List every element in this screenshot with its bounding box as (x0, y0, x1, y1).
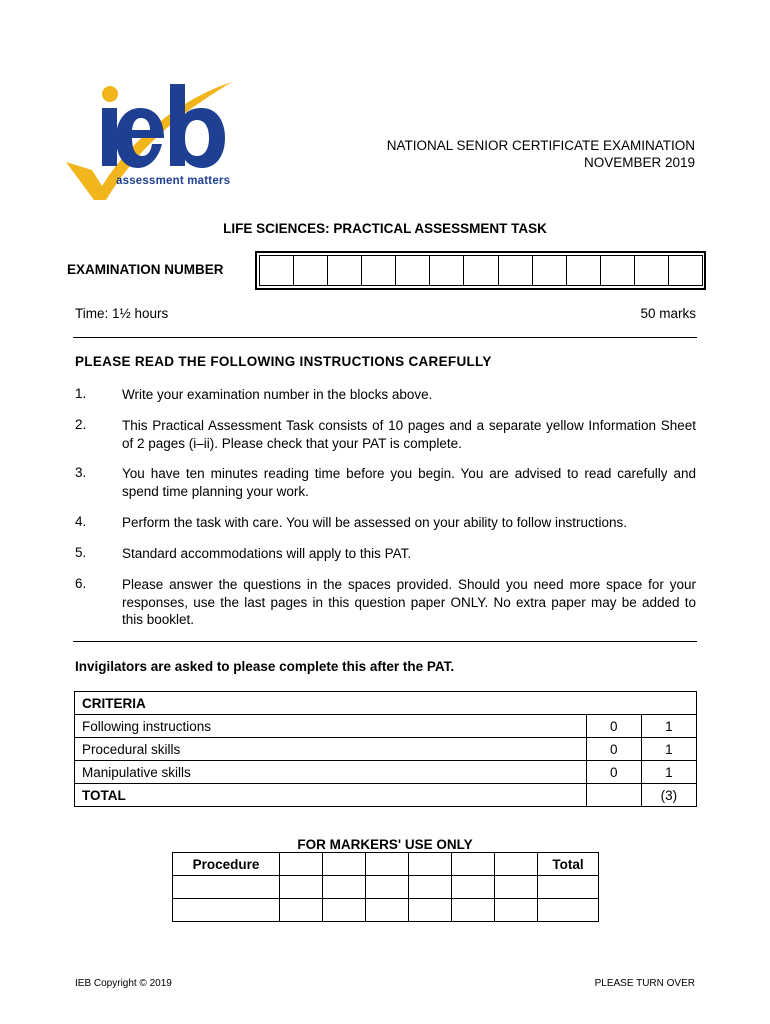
exam-number-label: EXAMINATION NUMBER (67, 262, 224, 277)
instruction-number: 5. (75, 545, 87, 560)
marker-cell[interactable] (366, 899, 409, 922)
table-row (75, 784, 697, 807)
invigilator-note: Invigilators are asked to please complete this after the PAT. (75, 659, 455, 674)
instruction-text: Standard accommodations will apply to this PAT. (122, 546, 412, 561)
marker-cell[interactable] (495, 853, 538, 876)
instruction-text: This Practical Assessment Task consists of 10 pages and a separate yellow Information Sheet of 2 pages (i–ii). Please check that your PAT is complete. (122, 418, 696, 451)
total-marks: 50 marks (640, 306, 696, 321)
marker-cell[interactable] (280, 853, 323, 876)
table-row (75, 715, 697, 738)
table-row (173, 899, 599, 922)
markers-title: FOR MARKERS' USE ONLY (297, 837, 473, 852)
mark-option[interactable]: 1 (641, 715, 696, 738)
exam-number-boxes[interactable] (255, 251, 706, 290)
criteria-label: Following instructions (75, 715, 587, 738)
instruction-text: Perform the task with care. You will be assessed on your ability to follow instructions. (122, 515, 627, 530)
instruction-text: Please answer the questions in the spaces provided. Should you need more space for your responses, use the last pages in this question paper ONLY. No extra paper may be added to this booklet. (122, 577, 696, 627)
instruction-number: 4. (75, 514, 87, 529)
exam-title: NATIONAL SENIOR CERTIFICATE EXAMINATION (386, 138, 695, 153)
instruction-text: You have ten minutes reading time before you begin. You are advised to read carefully and spend time planning your work. (122, 466, 696, 499)
divider (73, 641, 697, 642)
total-label: TOTAL (75, 784, 587, 807)
table-row (75, 692, 697, 715)
marker-cell[interactable] (409, 899, 452, 922)
total-header: Total (538, 853, 599, 876)
exam-number-block[interactable] (361, 255, 396, 286)
marker-cell[interactable] (323, 876, 366, 899)
marker-cell[interactable] (495, 899, 538, 922)
exam-number-block[interactable] (634, 255, 669, 286)
criteria-header: CRITERIA (75, 692, 697, 715)
exam-number-block[interactable] (395, 255, 430, 286)
exam-number-block[interactable] (566, 255, 601, 286)
marker-cell[interactable] (452, 853, 495, 876)
marker-cell[interactable] (495, 876, 538, 899)
marker-cell[interactable] (538, 876, 599, 899)
logo-text: ieb (62, 78, 64, 79)
exam-number-block[interactable] (293, 255, 328, 286)
time-allowed: Time: 1½ hours (75, 306, 169, 321)
exam-number-block[interactable] (498, 255, 533, 286)
footer-copyright: IEB Copyright © 2019 (75, 978, 172, 989)
exam-date: NOVEMBER 2019 (583, 155, 695, 170)
instruction-text: Write your examination number in the blocks above. (122, 387, 433, 402)
instruction-number: 6. (75, 576, 87, 591)
mark-option[interactable]: 0 (586, 715, 641, 738)
exam-number-block[interactable] (600, 255, 635, 286)
total-score-cell[interactable] (586, 784, 641, 807)
mark-option[interactable]: 0 (586, 738, 641, 761)
marker-cell[interactable] (280, 899, 323, 922)
mark-option[interactable]: 0 (586, 761, 641, 784)
marker-cell[interactable] (173, 899, 280, 922)
marker-cell[interactable] (323, 899, 366, 922)
total-max: (3) (641, 784, 696, 807)
criteria-label: Procedural skills (75, 738, 587, 761)
logo-i (102, 108, 117, 166)
footer-turn-over: PLEASE TURN OVER (594, 978, 695, 989)
instruction-number: 1. (75, 386, 87, 401)
marker-cell[interactable] (452, 876, 495, 899)
exam-number-block[interactable] (463, 255, 498, 286)
table-row (173, 853, 599, 876)
marker-cell[interactable] (409, 853, 452, 876)
exam-number-block[interactable] (327, 255, 362, 286)
marker-cell[interactable] (538, 899, 599, 922)
exam-number-block[interactable] (259, 255, 294, 286)
marker-cell[interactable] (280, 876, 323, 899)
mark-option[interactable]: 1 (641, 761, 696, 784)
marker-cell[interactable] (366, 876, 409, 899)
mark-option[interactable]: 1 (641, 738, 696, 761)
markers-table (172, 852, 599, 922)
instruction-number: 2. (75, 417, 87, 432)
subject-title: LIFE SCIENCES: PRACTICAL ASSESSMENT TASK (223, 221, 547, 236)
procedure-header: Procedure (173, 853, 280, 876)
logo-dot (102, 86, 118, 102)
exam-number-block[interactable] (532, 255, 567, 286)
table-row (75, 761, 697, 784)
logo-e (116, 108, 164, 168)
marker-cell[interactable] (323, 853, 366, 876)
logo-b (170, 84, 225, 168)
instruction-number: 3. (75, 465, 87, 480)
logo-tagline: assessment matters (116, 175, 231, 187)
table-row (173, 876, 599, 899)
marker-cell[interactable] (173, 876, 280, 899)
exam-number-block[interactable] (668, 255, 703, 286)
divider (73, 337, 697, 338)
marker-cell[interactable] (452, 899, 495, 922)
table-row (75, 738, 697, 761)
criteria-label: Manipulative skills (75, 761, 587, 784)
criteria-table (74, 691, 697, 807)
exam-number-block[interactable] (429, 255, 464, 286)
marker-cell[interactable] (366, 853, 409, 876)
marker-cell[interactable] (409, 876, 452, 899)
instructions-heading: PLEASE READ THE FOLLOWING INSTRUCTIONS CAREFULLY (75, 354, 492, 369)
